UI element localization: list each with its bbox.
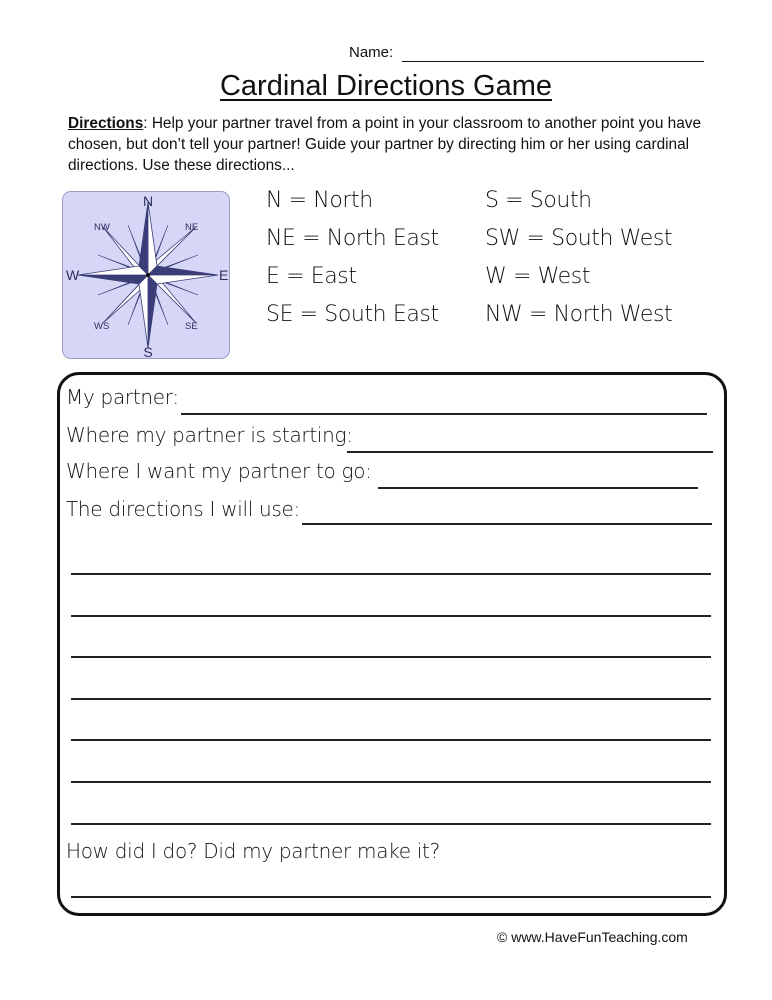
instructions-heading: Directions: [68, 115, 144, 132]
legend-item-south: S = South: [485, 188, 592, 213]
writing-line[interactable]: [71, 615, 711, 617]
compass-label-n: N: [142, 193, 154, 209]
writing-line[interactable]: [71, 739, 711, 741]
name-input-line[interactable]: [402, 61, 704, 62]
partner-input-line[interactable]: [181, 413, 707, 415]
starting-point-label: Where my partner is starting:: [66, 423, 353, 447]
writing-line[interactable]: [71, 823, 711, 825]
compass-label-ws: WS: [94, 321, 110, 332]
destination-label: Where I want my partner to go:: [66, 459, 372, 483]
legend-item-south-west: SW = South West: [485, 226, 673, 251]
writing-line[interactable]: [71, 781, 711, 783]
page-title: Cardinal Directions Game: [219, 70, 552, 102]
legend-item-south-east: SE = South East: [266, 302, 439, 327]
compass-label-w: W: [66, 267, 80, 283]
compass-label-se: SE: [185, 321, 198, 332]
destination-input-line[interactable]: [378, 487, 698, 489]
compass-label-nw: NW: [94, 222, 110, 233]
legend-item-west: W = West: [485, 264, 591, 289]
compass-label-s: S: [143, 344, 153, 360]
starting-point-input-line[interactable]: [347, 451, 713, 453]
partner-label: My partner:: [66, 385, 179, 409]
compass-label-e: E: [219, 267, 229, 283]
instructions-paragraph: [68, 113, 718, 176]
legend-item-east: E = East: [266, 264, 357, 289]
directions-used-input-line[interactable]: [302, 523, 712, 525]
compass-rose-graphic: [63, 192, 231, 360]
activity-form-box: [57, 372, 727, 916]
legend-item-north: N = North: [266, 188, 373, 213]
compass-rose-icon: [62, 191, 230, 359]
writing-line[interactable]: [71, 573, 711, 575]
instructions-text: : Help your partner travel from a point in your classroom to another point you have chosen, but don’t tell your partner! Guide your partner by directing him or her using cardinal directions. Use these directions...: [68, 115, 702, 174]
compass-label-ne: NE: [185, 222, 199, 233]
reflection-input-line[interactable]: [71, 896, 711, 898]
writing-line[interactable]: [71, 656, 711, 658]
reflection-label: How did I do? Did my partner make it?: [66, 839, 440, 863]
legend-item-north-west: NW = North West: [485, 302, 673, 327]
directions-used-label: The directions I will use:: [66, 497, 300, 521]
legend-item-north-east: NE = North East: [266, 226, 439, 251]
writing-line[interactable]: [71, 698, 711, 700]
name-label: Name:: [349, 44, 394, 61]
copyright-footer: © www.HaveFunTeaching.com: [497, 929, 688, 945]
